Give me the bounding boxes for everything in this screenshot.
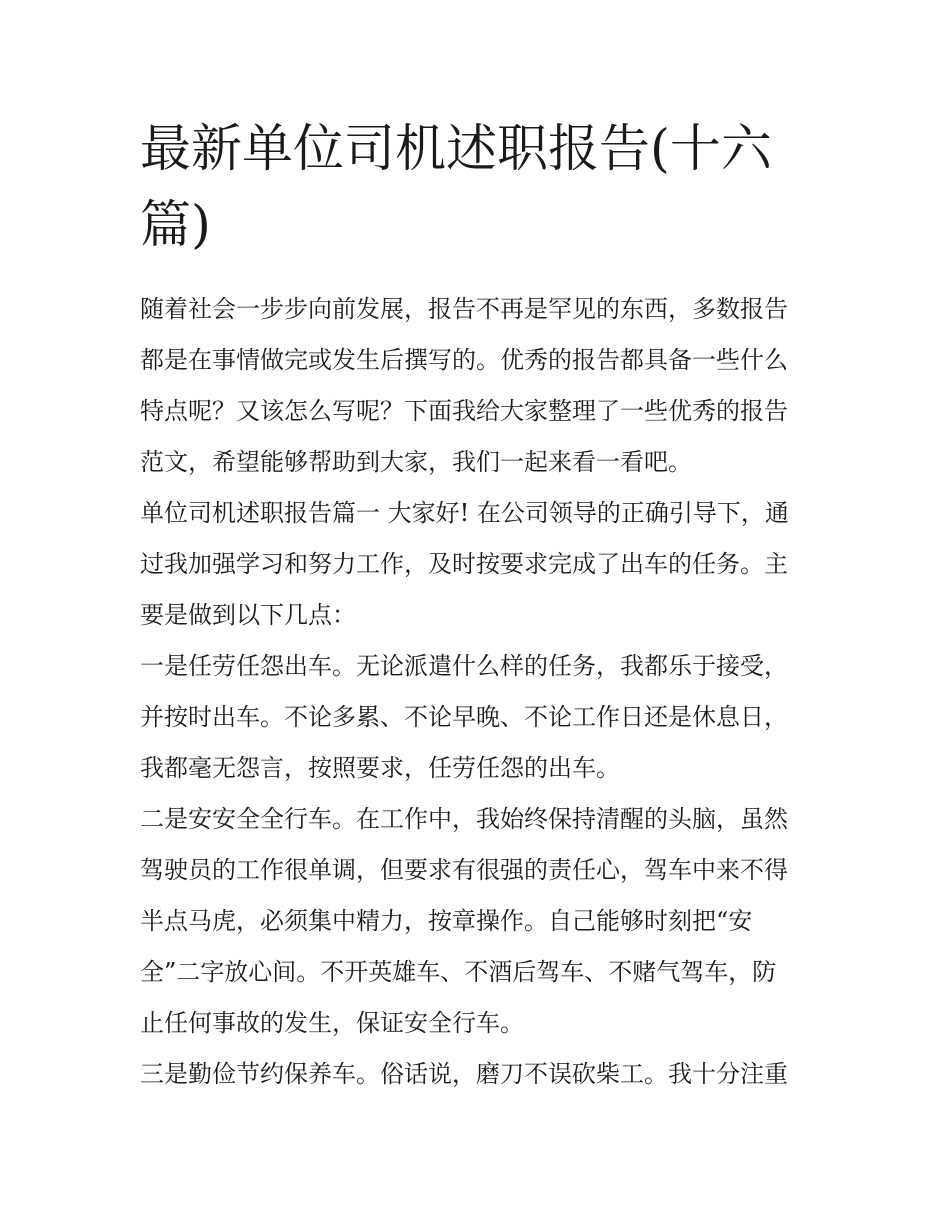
intro-paragraph [140,284,816,488]
text-line: 都是在事情做完或发生后撰写的。优秀的报告都具备一些什么 [140,346,788,374]
text-line: 驾驶员的工作很单调，但要求有很强的责任心，驾车中来不得 [140,856,788,884]
text-line: 特点呢？又该怎么写呢？下面我给大家整理了一些优秀的报告 [140,397,788,425]
document-title [140,112,816,264]
text-line: 要是做到以下几点： [140,601,356,629]
document-body [140,112,816,1100]
text-line: 单位司机述职报告篇一 大家好! 在公司领导的正确引导下，通 [140,499,789,527]
text-line: 并按时出车。不论多累、不论早晚、不论工作日还是休息日， [140,703,788,731]
text-line: 止任何事故的发生，保证安全行车。 [140,1009,524,1037]
text-line: 二是安安全全行车。在工作中，我始终保持清醒的头脑，虽然 [140,805,788,833]
text-line: 一是任劳任怨出车。无论派遣什么样的任务，我都乐于接受， [140,652,788,680]
text-line: 范文，希望能够帮助到大家，我们一起来看一看吧。 [140,448,692,476]
point-two-paragraph [140,794,816,1049]
text-line: 我都毫无怨言，按照要求，任劳任怨的出车。 [140,754,620,782]
text-line: 三是勤俭节约保养车。俗话说，磨刀不误砍柴工。我十分注重 [140,1060,788,1088]
title-line: 篇) [140,196,211,255]
text-line: 半点马虎，必须集中精力，按章操作。自己能够时刻把“安 [140,907,753,935]
title-line: 最新单位司机述职报告(十六 [140,120,772,179]
text-line: 过我加强学习和努力工作，及时按要求完成了出车的任务。主 [140,550,788,578]
point-one-paragraph [140,641,816,794]
section-one-paragraph [140,488,816,641]
text-line: 随着社会一步步向前发展，报告不再是罕见的东西，多数报告 [140,295,788,323]
point-three-paragraph [140,1049,816,1100]
text-line: 全”二字放心间。不开英雄车、不酒后驾车、不赌气驾车，防 [140,958,777,986]
